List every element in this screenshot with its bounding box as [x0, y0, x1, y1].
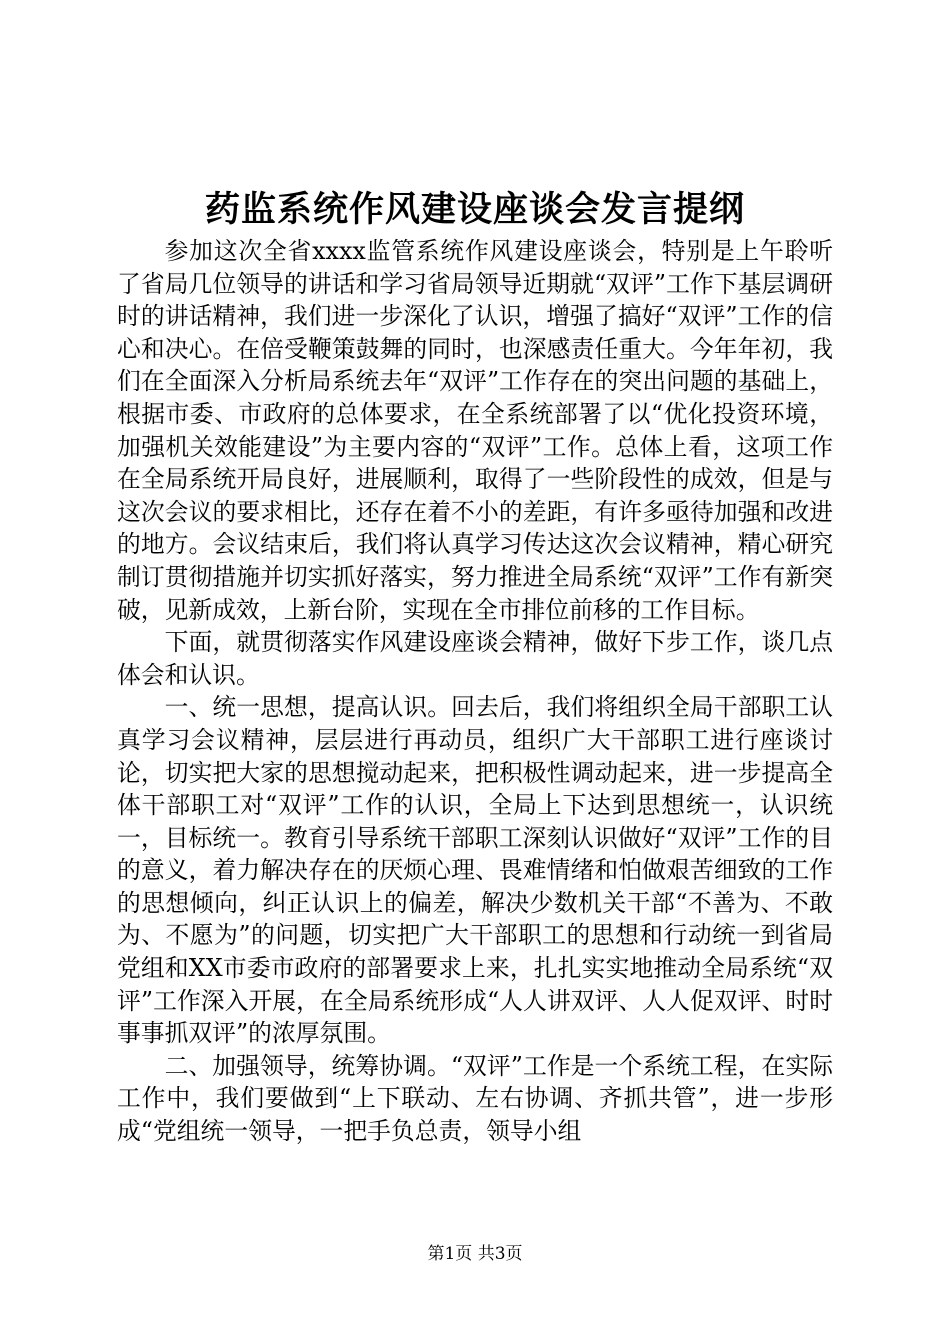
- page-number-footer: 第1页 共3页: [427, 1244, 523, 1264]
- document-title: 药监系统作风建设座谈会发言提纲: [204, 189, 745, 230]
- paragraph-point-two: 二、加强领导，统筹协调。“双评”工作是一个系统工程，在实际工作中，我们要做到“上下联动、左右协调、齐抓共管”，进一步形成“党组统一领导，一把手负总责，领导小组: [117, 1051, 833, 1146]
- paragraph-transition: 下面，就贯彻落实作风建设座谈会精神，做好下步工作，谈几点体会和认识。: [117, 628, 833, 689]
- paragraph-intro: 参加这次全省xxxx监管系统作风建设座谈会，特别是上午聆听了省局几位领导的讲话和学习省局领导近期就“双评”工作下基层调研时的讲话精神，我们进一步深化了认识，增强了搞好“双评”工作的信心和决心。在倍受鞭策鼓舞的同时，也深感责任重大。今年年初，我们在全面深入分析局系统去年“双评”工作存在的突出问题的基础上，根据市委、市政府的总体要求，在全系统部署了以“优化投资环境，加强机关效能建设”为主要内容的“双评”工作。总体上看，这项工作在全局系统开局良好，进展顺利，取得了一些阶段性的成效，但是与这次会议的要求相比，还存在着不小的差距，有许多亟待加强和改进的地方。会议结束后，我们将认真学习传达这次会议精神，精心研究制订贯彻措施并切实抓好落实，努力推进全局系统“双评”工作有新突破，见新成效，上新台阶，实现在全市排位前移的工作目标。: [117, 237, 833, 624]
- paragraph-point-one: 一、统一思想，提高认识。回去后，我们将组织全局干部职工认真学习会议精神，层层进行再动员，组织广大干部职工进行座谈讨论，切实把大家的思想搅动起来，把积极性调动起来，进一步提高全体干部职工对“双评”工作的认识，全局上下达到思想统一，认识统一，目标统一。教育引导系统干部职工深刻认识做好“双评”工作的目的意义，着力解决存在的厌烦心理、畏难情绪和怕做艰苦细致的工作的思想倾向，纠正认识上的偏差，解决少数机关干部“不善为、不敢为、不愿为”的问题，切实把广大干部职工的思想和行动统一到省局党组和XX市委市政府的部署要求上来，扎扎实实地推动全局系统“双评”工作深入开展，在全局系统形成“人人讲双评、人人促双评、时时事事抓双评”的浓厚氛围。: [117, 693, 833, 1048]
- document-body: [117, 235, 833, 1148]
